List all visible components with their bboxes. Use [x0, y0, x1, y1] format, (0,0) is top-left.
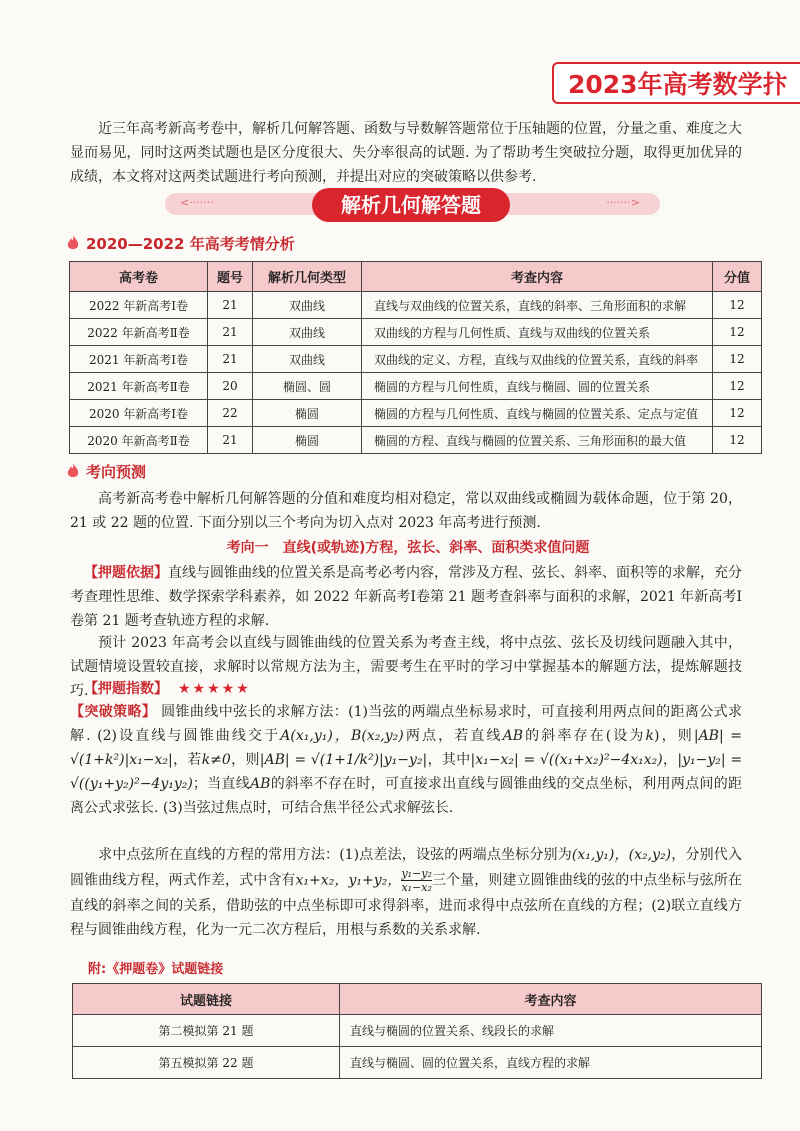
strategy-paragraph: 【突破策略】 圆锥曲线中弦长的求解方法：(1)当弦的两端点坐标易求时，可直接利用两点间的距离公式求解. (2)设直线与圆锥曲线交于A(x₁,y₁)，B(x₂,y₂)两点，若直线AB的斜率存在(设为k)，则|AB| = √(1+k²)|x₁−x₂|，若k≠0，则|AB| = √(1+1/k²)|y₁−y₂|，其中|x₁−x₂| = √((x₁+x₂)²−4x₁x₂)，|y₁−y₂| = √((y₁+y₂)²−4y₁y₂)；当直线AB的斜率不存在时，可直接求出直线与圆锥曲线的交点坐标，利用两点间的距离公式求弦长. (3)当弦过焦点时，可结合焦半径公式求解弦长.	[70, 704, 743, 816]
strategy-text: ；当直线	[192, 776, 251, 792]
formula-points: A(x₁,y₁)，B(x₂,y₂)	[280, 728, 404, 744]
table-row	[70, 292, 762, 319]
cell-link: 第二模拟第 21 题	[73, 1015, 340, 1047]
cell-score: 12	[713, 373, 762, 400]
strategy-text: 两点，若直线	[403, 728, 503, 744]
attachment-table	[72, 983, 762, 1079]
header-title: 2023年高考数学抃	[568, 70, 788, 99]
cell-score: 12	[713, 292, 762, 319]
formula-chord-y: |AB| = √(1+1/k²)|y₁−y₂|	[259, 752, 428, 768]
strategy-text: 的斜率存在(设为	[523, 728, 646, 744]
cell-score: 12	[713, 346, 762, 373]
cell-content: 椭圆的方程与几何性质，直线与椭圆、圆的位置关系	[362, 373, 713, 400]
analysis-title-text: 2020—2022 年高考考情分析	[86, 235, 295, 253]
cell-type: 椭圆	[253, 400, 362, 427]
strategy-text: 的斜率不存在时，可直接求出直线与圆锥曲线的交点坐标，利用两点间的距离公式求弦长. (3)当弦过焦点时，可结合焦半径公式求解弦长.	[70, 776, 743, 816]
col-header: 考查内容	[340, 984, 762, 1015]
prediction-title	[66, 461, 146, 483]
cell-score: 12	[713, 319, 762, 346]
cell-content: 椭圆的方程与几何性质、直线与椭圆的位置关系、定点与定值	[362, 400, 713, 427]
cell-paper: 2022 年新高考Ⅰ卷	[70, 292, 208, 319]
table-row	[70, 346, 762, 373]
strategy-label: 【突破策略】	[70, 704, 157, 720]
header-badge	[552, 62, 800, 104]
basis-paragraph	[70, 561, 742, 633]
strategy-text: )，则	[654, 728, 694, 744]
formula-ab: AB	[502, 728, 523, 744]
section-banner: 解析几何解答题	[312, 188, 510, 222]
cell-paper: 2021 年新高考Ⅱ卷	[70, 373, 208, 400]
prediction-title-text: 考向预测	[86, 463, 147, 481]
table-row	[73, 1047, 762, 1079]
cell-score: 12	[713, 427, 762, 454]
cell-number: 21	[208, 292, 253, 319]
table-row	[70, 400, 762, 427]
formula-chord-x: |AB| = √(1+k²)|x₁−x₂|	[70, 728, 742, 768]
direction-1-heading: 考向一 直线(或轨迹)方程，弦长、斜率、面积类求值问题	[226, 540, 590, 556]
banner-deco-left: <·······	[180, 196, 214, 209]
cell-number: 21	[208, 427, 253, 454]
formula-k: k	[645, 728, 655, 744]
cell-content: 直线与椭圆、圆的位置关系，直线方程的求解	[340, 1047, 762, 1079]
cell-content: 椭圆的方程、直线与椭圆的位置关系、三角形面积的最大值	[362, 427, 713, 454]
intro-paragraph: 近三年高考新高考卷中，解析几何解答题、函数与导数解答题常位于压轴题的位置，分量之重、难度之大显而易见，同时这两类试题也是区分度很大、失分率很高的试题. 为了帮助考生突破拉分题，取得更加优异的成绩，本文将对这两类试题进行考向预测，并提出对应的突破策略以供参考.	[70, 121, 742, 185]
cell-score: 12	[713, 400, 762, 427]
strategy-text: 圆锥曲线中弦长的求解方法：(1)当弦的两端点坐标易求时，可直接利用两点间的距离公式求解. (2)设直线与圆锥曲线交于	[70, 704, 742, 744]
cell-number: 20	[208, 373, 253, 400]
flame-icon	[66, 235, 80, 251]
cell-type: 椭圆、圆	[253, 373, 362, 400]
fraction-denominator: x₁−x₂	[401, 881, 432, 894]
cell-paper: 2020 年新高考Ⅰ卷	[70, 400, 208, 427]
table-row	[70, 319, 762, 346]
formula-ab: AB	[250, 776, 271, 792]
basis-text: 直线与圆锥曲线的位置关系是高考必考内容，常涉及方程、弦长、斜率、面积等的求解，充分考查理性思维、数学探索学科素养，如 2022 年新高考Ⅰ卷第 21 题考查斜率与面积的求解，2021 年新高考Ⅰ卷第 21 题考查轨迹方程的求解.	[70, 565, 742, 629]
cell-paper: 2020 年新高考Ⅱ卷	[70, 427, 208, 454]
formula-dy: |y₁−y₂| = √((y₁+y₂)²−4y₁y₂)	[70, 752, 743, 792]
analysis-title	[66, 233, 295, 255]
prediction-paragraph: 高考新高考卷中解析几何解答题的分值和难度均相对稳定，常以双曲线或椭圆为载体命题，位于第 20，21 或 22 题的位置. 下面分别以三个考向为切入点对 2023 年高考进行预测.	[70, 491, 742, 531]
rating-stars: ★★★★★	[178, 681, 251, 697]
analysis-table	[69, 261, 762, 454]
cell-link: 第五模拟第 22 题	[73, 1047, 340, 1079]
formula-pair: (x₁,y₁)，(x₂,y₂)	[571, 847, 672, 863]
col-header: 解析几何类型	[253, 262, 362, 292]
strategy-text: ，其中	[427, 752, 471, 768]
table-row	[73, 1015, 762, 1047]
cell-number: 21	[208, 319, 253, 346]
index-label: 【押题指数】	[84, 681, 168, 697]
formula-dx: |x₁−x₂| = √((x₁+x₂)²−4x₁x₂)	[470, 752, 663, 768]
cell-type: 双曲线	[253, 319, 362, 346]
index-row	[84, 678, 251, 700]
col-header: 高考卷	[70, 262, 208, 292]
cell-type: 椭圆	[253, 427, 362, 454]
table-row	[70, 427, 762, 454]
cell-number: 21	[208, 346, 253, 373]
cell-number: 22	[208, 400, 253, 427]
cell-paper: 2021 年新高考Ⅰ卷	[70, 346, 208, 373]
flame-icon	[66, 463, 80, 479]
midpoint-paragraph	[70, 843, 742, 942]
col-header: 题号	[208, 262, 253, 292]
cell-type: 双曲线	[253, 346, 362, 373]
midpoint-text: ，分别代入圆锥曲线方程，两式作差，式中含有	[70, 847, 742, 889]
cell-content: 直线与双曲线的位置关系，直线的斜率、三角形面积的求解	[362, 292, 713, 319]
col-header: 分值	[713, 262, 762, 292]
formula-k-nonzero: k≠0	[201, 752, 231, 768]
midpoint-text: 三个量，则建立圆锥曲线的弦的中点坐标与弦所在直线的斜率之间的关系，借助弦的中点坐标即可求得斜率，进而求得中点弦所在直线的方程；(2)联立直线方程与圆锥曲线方程，化为一元二次方程后，用根与系数的关系求解.	[70, 872, 743, 938]
formula-sums: x₁+x₂，y₁+y₂，	[295, 872, 402, 889]
midpoint-text: 求中点弦所在直线的方程的常用方法：(1)点差法，设弦的两端点坐标分别为	[98, 847, 572, 863]
expectation-paragraph: 预计 2023 年高考会以直线与圆锥曲线的位置关系为考查主线，将中点弦、弦长及切线问题融入其中，试题情境设置较直接，求解时以常规方法为主，需要考生在平时的学习中掌握基本的解题方法，提炼解题技巧.	[70, 635, 742, 699]
cell-type: 双曲线	[253, 292, 362, 319]
fraction-numerator: y₁−y₂	[401, 867, 432, 880]
strategy-text: ，若	[172, 752, 202, 768]
cell-content: 直线与椭圆的位置关系、线段长的求解	[340, 1015, 762, 1047]
attachment-title: 附:《押题卷》试题链接	[88, 962, 224, 977]
basis-label: 【押题依据】	[84, 565, 168, 581]
formula-fraction	[401, 867, 431, 894]
cell-content: 双曲线的方程与几何性质、直线与双曲线的位置关系	[362, 319, 713, 346]
table-row	[70, 373, 762, 400]
cell-content: 双曲线的定义、方程，直线与双曲线的位置关系，直线的斜率	[362, 346, 713, 373]
strategy-text: ，则	[230, 752, 260, 768]
cell-paper: 2022 年新高考Ⅱ卷	[70, 319, 208, 346]
col-header: 试题链接	[73, 984, 340, 1015]
col-header: 考查内容	[362, 262, 713, 292]
banner-deco-right: ·······>	[606, 196, 640, 209]
